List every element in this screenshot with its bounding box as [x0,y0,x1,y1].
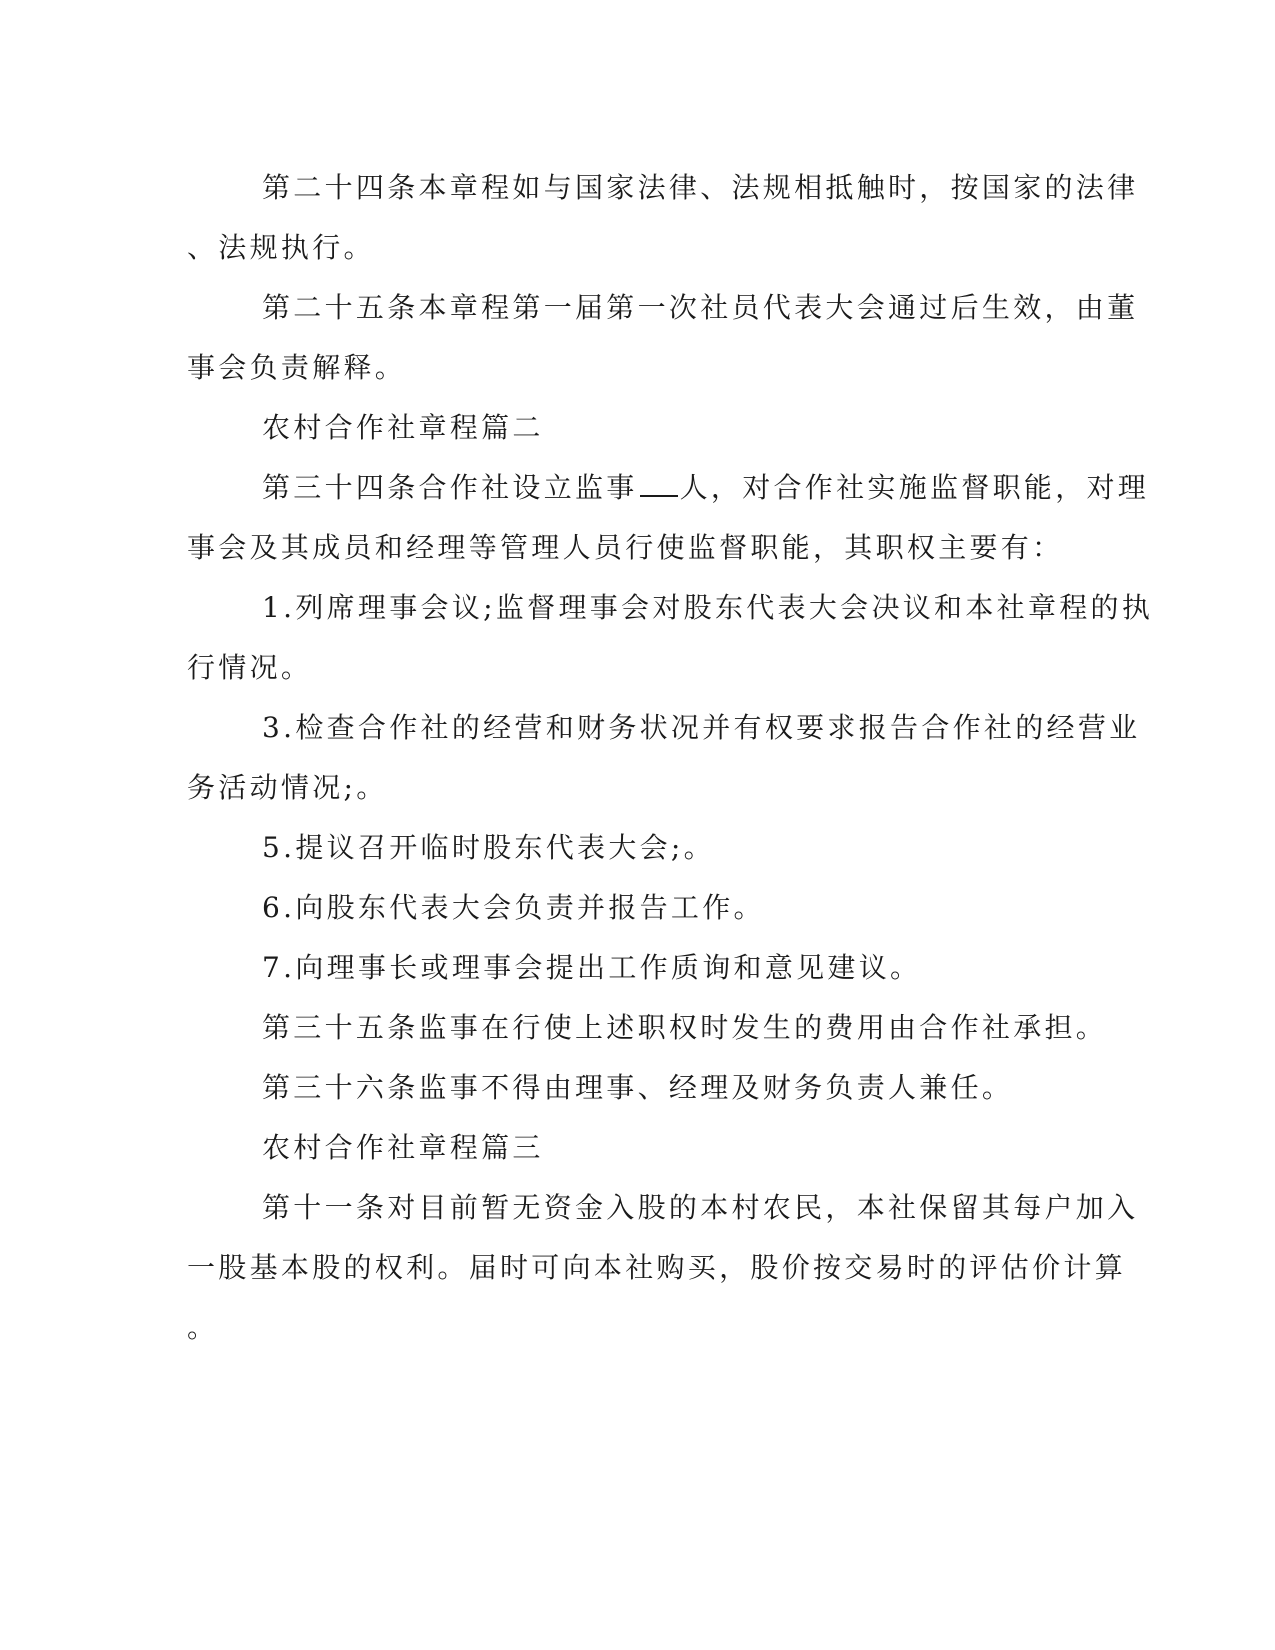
article-35: 第三十五条监事在行使上述职权时发生的费用由合作社承担。 [262,1011,1108,1044]
article-11-line-3: 。 [187,1311,219,1344]
article-36: 第三十六条监事不得由理事、经理及财务负责人兼任。 [262,1071,1014,1104]
item-3-line-2: 务活动情况;。 [187,771,388,804]
item-3-line-1: 3.检查合作社的经营和财务状况并有权要求报告合作社的经营业 [262,711,1141,744]
article-24-line-2: 、法规执行。 [187,231,375,264]
item-5: 5.提议召开临时股东代表大会;。 [262,831,715,864]
item-1-line-2: 行情况。 [187,651,313,684]
article-25-line-1: 第二十五条本章程第一届第一次社员代表大会通过后生效，由董 [262,291,1139,324]
article-24-line-1: 第二十四条本章程如与国家法律、法规相抵触时，按国家的法律 [262,171,1139,204]
item-6: 6.向股东代表大会负责并报告工作。 [262,891,765,924]
article-11-line-2: 一股基本股的权利。届时可向本社购买，股价按交易时的评估价计算 [187,1251,1127,1284]
section-heading-2: 农村合作社章程篇二 [262,411,544,444]
article-34-line-1 [187,458,1150,518]
article-11-line-1: 第十一条对目前暂无资金入股的本村农民，本社保留其每户加入 [262,1191,1139,1224]
article-34-line-2: 事会及其成员和经理等管理人员行使监督职能，其职权主要有： [187,531,1064,564]
document-body [187,158,1154,1358]
item-7: 7.向理事长或理事会提出工作质询和意见建议。 [262,951,922,984]
article-34-text-after: 人，对合作社实施监督职能，对理 [679,471,1150,504]
article-34-text-before: 第三十四条合作社设立监事 [262,471,638,504]
item-1-line-1: 1.列席理事会议;监督理事会对股东代表大会决议和本社章程的执 [262,591,1154,624]
section-heading-3: 农村合作社章程篇三 [262,1131,544,1164]
fill-in-blank [640,473,678,497]
article-25-line-2: 事会负责解释。 [187,351,407,384]
